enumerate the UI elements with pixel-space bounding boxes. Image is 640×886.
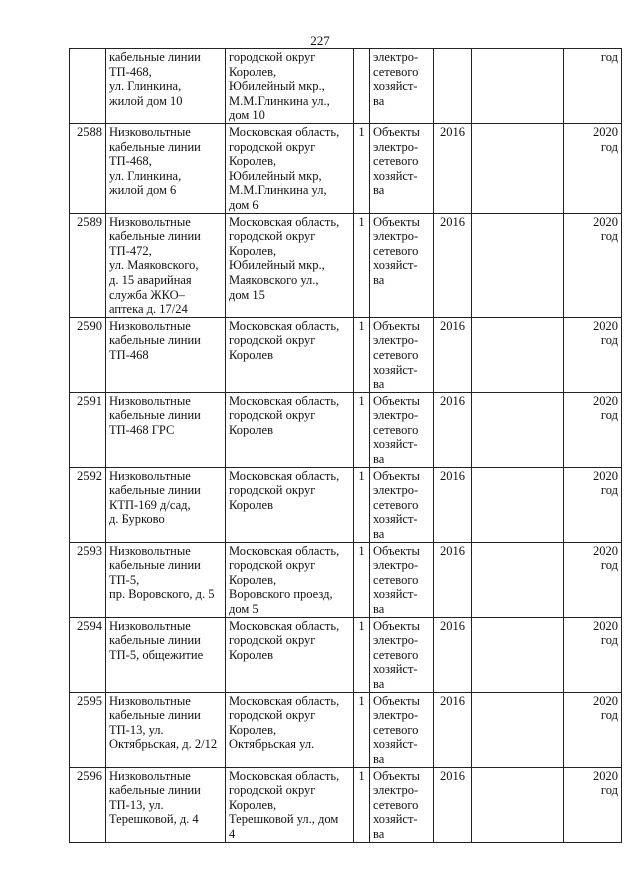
object-quantity: 1: [358, 468, 365, 483]
year-cell: [434, 542, 472, 617]
address-cell: [226, 542, 354, 617]
object-name-cell: [106, 49, 226, 124]
object-name-cell: [106, 317, 226, 392]
year-cell: [434, 467, 472, 542]
object-category: Объекты электро- сетевого хозяйст- ва: [373, 214, 420, 287]
object-address: Московская область, городской округ Королев, Октябрьская ул.: [229, 693, 340, 752]
object-deadline: 2020 год: [593, 543, 618, 573]
object-deadline: 2020 год: [593, 768, 618, 798]
year-cell: [434, 49, 472, 124]
table-row: [70, 692, 622, 767]
deadline-cell: [564, 767, 622, 842]
object-address: Московская область, городской округ Королев: [229, 318, 340, 362]
object-name-cell: [106, 542, 226, 617]
object-deadline: 2020 год: [593, 693, 618, 723]
table-row: [70, 767, 622, 842]
object-category: Объекты электро- сетевого хозяйст- ва: [373, 543, 420, 616]
object-address: Московская область, городской округ Королев: [229, 468, 340, 512]
object-name: Низковольтные кабельные линии ТП-5, общежитие: [109, 618, 204, 662]
row-number-cell: [70, 213, 106, 317]
empty-cell: [472, 392, 564, 467]
row-number: 2593: [77, 543, 102, 558]
object-quantity: 1: [358, 693, 365, 708]
object-category: Объекты электро- сетевого хозяйст- ва: [373, 618, 420, 691]
quantity-cell: [354, 767, 370, 842]
object-quantity: 1: [358, 618, 365, 633]
table-row: [70, 392, 622, 467]
category-cell: [370, 617, 434, 692]
row-number-cell: [70, 617, 106, 692]
category-cell: [370, 124, 434, 214]
object-year: 2016: [440, 318, 465, 333]
quantity-cell: [354, 392, 370, 467]
row-number: 2594: [77, 618, 102, 633]
table-row: [70, 467, 622, 542]
empty-cell: [472, 617, 564, 692]
address-cell: [226, 617, 354, 692]
year-cell: [434, 392, 472, 467]
object-year: 2016: [440, 543, 465, 558]
deadline-cell: [564, 617, 622, 692]
table-body: [70, 49, 622, 843]
address-cell: [226, 317, 354, 392]
object-name-cell: [106, 617, 226, 692]
row-number: 2588: [77, 125, 102, 139]
object-name: Низковольтные кабельные линии ТП-468 ГРС: [109, 393, 201, 437]
empty-cell: [472, 692, 564, 767]
object-deadline: 2020 год: [593, 125, 618, 154]
object-category: электро- сетевого хозяйст- ва: [373, 50, 419, 108]
table-row: [70, 124, 622, 214]
object-name: Низковольтные кабельные линии ТП-468: [109, 318, 201, 362]
page-number: 227: [310, 33, 330, 48]
empty-cell: [472, 467, 564, 542]
quantity-cell: [354, 692, 370, 767]
object-category: Объекты электро- сетевого хозяйст- ва: [373, 693, 420, 766]
deadline-cell: [564, 542, 622, 617]
object-year: 2016: [440, 125, 465, 139]
row-number: 2595: [77, 693, 102, 708]
object-name: Низковольтные кабельные линии ТП-472, ул. Маяковского, д. 15 аварийная служба ЖКО– аптека д. 17/24: [109, 214, 201, 317]
row-number: 2589: [77, 214, 102, 229]
category-cell: [370, 317, 434, 392]
quantity-cell: [354, 317, 370, 392]
object-address: Московская область, городской округ Королев, Юбилейный мкр., Маяковского ул., дом 15: [229, 214, 340, 302]
deadline-cell: [564, 392, 622, 467]
object-category: Объекты электро- сетевого хозяйст- ва: [373, 768, 420, 841]
object-name: Низковольтные кабельные линии ТП-5, пр. Воровского, д. 5: [109, 543, 215, 602]
object-year: 2016: [440, 468, 465, 483]
table-row: [70, 213, 622, 317]
address-cell: [226, 767, 354, 842]
category-cell: [370, 213, 434, 317]
object-address: городской округ Королев, Юбилейный мкр., М.М.Глинкина ул., дом 10: [229, 50, 330, 123]
object-deadline: 2020 год: [593, 468, 618, 498]
deadline-cell: [564, 213, 622, 317]
object-address: Московская область, городской округ Королев, Терешковой ул., дом 4: [229, 768, 340, 841]
category-cell: [370, 49, 434, 124]
deadline-cell: [564, 317, 622, 392]
deadline-cell: [564, 467, 622, 542]
quantity-cell: [354, 124, 370, 214]
object-address: Московская область, городской округ Королев: [229, 618, 340, 662]
object-address: Московская область, городской округ Королев, Воровского проезд, дом 5: [229, 543, 340, 616]
year-cell: [434, 767, 472, 842]
year-cell: [434, 617, 472, 692]
object-name: Низковольтные кабельные линии ТП-13, ул. Октябрьская, д. 2/12: [109, 693, 218, 752]
object-quantity: 1: [358, 768, 365, 783]
object-name-cell: [106, 392, 226, 467]
year-cell: [434, 124, 472, 214]
address-cell: [226, 467, 354, 542]
object-deadline: год: [600, 50, 618, 64]
deadline-cell: [564, 692, 622, 767]
object-deadline: 2020 год: [593, 214, 618, 244]
row-number: 2596: [77, 768, 102, 783]
empty-cell: [472, 767, 564, 842]
category-cell: [370, 542, 434, 617]
row-number-cell: [70, 692, 106, 767]
table-row: [70, 542, 622, 617]
year-cell: [434, 213, 472, 317]
category-cell: [370, 467, 434, 542]
empty-cell: [472, 317, 564, 392]
empty-cell: [472, 213, 564, 317]
object-deadline: 2020 год: [593, 318, 618, 348]
object-year: 2016: [440, 618, 465, 633]
row-number: 2592: [77, 468, 102, 483]
row-number-cell: [70, 467, 106, 542]
category-cell: [370, 692, 434, 767]
category-cell: [370, 767, 434, 842]
object-deadline: 2020 год: [593, 393, 618, 423]
object-name: кабельные линии ТП-468, ул. Глинкина, жилой дом 10: [109, 50, 201, 108]
object-category: Объекты электро- сетевого хозяйст- ва: [373, 468, 420, 542]
object-address: Московская область, городской округ Королев: [229, 393, 340, 437]
object-name-cell: [106, 124, 226, 214]
object-name-cell: [106, 467, 226, 542]
address-cell: [226, 692, 354, 767]
object-name: Низковольтные кабельные линии ТП-468, ул. Глинкина, жилой дом 6: [109, 125, 201, 198]
row-number-cell: [70, 49, 106, 124]
object-name-cell: [106, 213, 226, 317]
object-year: 2016: [440, 214, 465, 229]
deadline-cell: [564, 49, 622, 124]
quantity-cell: [354, 49, 370, 124]
row-number-cell: [70, 767, 106, 842]
object-year: 2016: [440, 693, 465, 708]
table-row: [70, 317, 622, 392]
address-cell: [226, 213, 354, 317]
quantity-cell: [354, 617, 370, 692]
row-number-cell: [70, 124, 106, 214]
address-cell: [226, 124, 354, 214]
empty-cell: [472, 49, 564, 124]
quantity-cell: [354, 467, 370, 542]
object-category: Объекты электро- сетевого хозяйст- ва: [373, 125, 420, 198]
object-name-cell: [106, 692, 226, 767]
object-name-cell: [106, 767, 226, 842]
quantity-cell: [354, 542, 370, 617]
object-quantity: 1: [358, 318, 365, 333]
table-row: [70, 49, 622, 124]
row-number-cell: [70, 317, 106, 392]
row-number: 2590: [77, 318, 102, 333]
table-row: [70, 617, 622, 692]
object-quantity: 1: [358, 125, 365, 139]
year-cell: [434, 692, 472, 767]
empty-cell: [472, 542, 564, 617]
year-cell: [434, 317, 472, 392]
address-cell: [226, 392, 354, 467]
object-quantity: 1: [358, 214, 365, 229]
object-quantity: 1: [358, 393, 365, 408]
object-year: 2016: [440, 768, 465, 783]
object-category: Объекты электро- сетевого хозяйст- ва: [373, 318, 420, 392]
registry-table: [69, 48, 622, 843]
object-year: 2016: [440, 393, 465, 408]
object-name: Низковольтные кабельные линии КТП-169 д/сад, д. Бурково: [109, 468, 201, 527]
object-name: Низковольтные кабельные линии ТП-13, ул. Терешковой, д. 4: [109, 768, 201, 827]
quantity-cell: [354, 213, 370, 317]
object-category: Объекты электро- сетевого хозяйст- ва: [373, 393, 420, 467]
row-number-cell: [70, 542, 106, 617]
category-cell: [370, 392, 434, 467]
empty-cell: [472, 124, 564, 214]
row-number: 2591: [77, 393, 102, 408]
address-cell: [226, 49, 354, 124]
object-deadline: 2020 год: [593, 618, 618, 648]
object-quantity: 1: [358, 543, 365, 558]
object-address: Московская область, городской округ Королев, Юбилейный мкр, М.М.Глинкина ул, дом 6: [229, 125, 340, 212]
deadline-cell: [564, 124, 622, 214]
row-number-cell: [70, 392, 106, 467]
